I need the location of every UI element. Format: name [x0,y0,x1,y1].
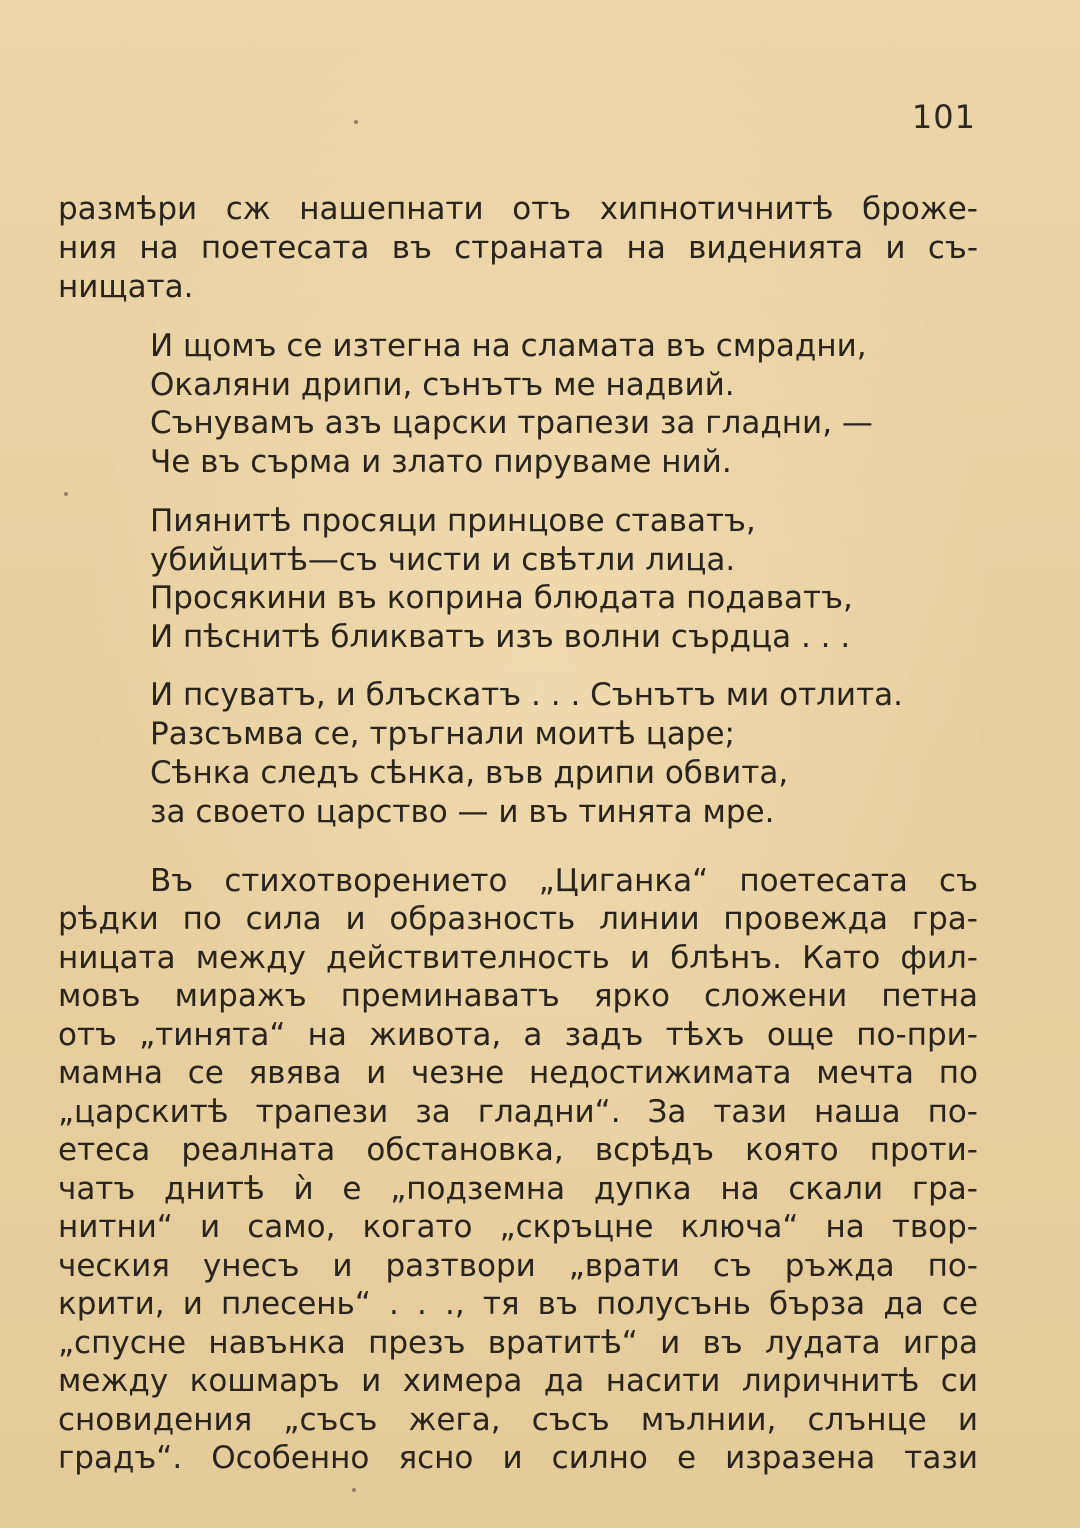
intro-line: нищата. [58,269,194,305]
paragraph-line: крити, и плесень“ . . ., тя въ полусънь бърза да се [58,1286,978,1322]
paragraph-line: „спусне навънка презъ вратитѣ“ и въ лудата игра [58,1325,978,1361]
paragraph-line: градъ“. Особенно ясно и силно е изразена тази [58,1440,978,1476]
verse-line: Че въ сърма и злато пируваме ний. [150,444,732,480]
paper-speck [354,120,358,124]
paragraph-line: сновидения „съсъ жега, съсъ мълнии, слънце и [58,1402,978,1438]
paragraph-line: „царскитѣ трапези за гладни“. За тази наша по- [58,1094,978,1130]
verse-line: И щомъ се изтегна на сламата въ смрадни, [150,328,867,364]
paragraph-line: мамна се явява и чезне недостижимата мечта по [58,1055,978,1091]
paragraph-line: ницата между действителность и блѣнъ. Като фил- [58,940,978,976]
intro-line: ния на поетесата въ страната на виденията и съ- [58,230,978,266]
verse-line: Сѣнка следъ сѣнка, във дрипи обвита, [150,755,789,791]
verse-line: Окаляни дрипи, сънътъ ме надвий. [150,367,735,403]
paragraph-line: етеса реалната обстановка, всрѣдъ която проти- [58,1132,978,1168]
verse-line: Просякини въ коприна блюдата подаватъ, [150,580,853,616]
paragraph-line: чатъ днитѣ ѝ е „подземна дупка на скали гра- [58,1171,978,1207]
paragraph-line: рѣдки по сила и образность линии провежда гра- [58,901,978,937]
paragraph-line: нитни“ и само, когато „скръцне ключа“ на твор- [58,1209,978,1245]
verse-line: Сънувамъ азъ царски трапези за гладни, — [150,405,873,441]
paragraph-line: между кошмаръ и химера да насити лиричнитѣ си [58,1363,978,1399]
verse-line: за своето царство — и въ тинята мре. [150,794,775,830]
paragraph-line: ческия унесъ и разтвори „врати съ ръжда по- [58,1248,978,1284]
verse-line: Пиянитѣ просяци принцове ставатъ, [150,503,756,539]
page-number: 101 [911,98,976,136]
verse-line: И пѣснитѣ бликватъ изъ волни сърдца . . . [150,619,851,655]
paragraph-line: отъ „тинята“ на живота, а задъ тѣхъ още по-при- [58,1017,978,1053]
paper-speck [352,1488,356,1492]
verse-line: Разсъмва се, тръгнали моитѣ царе; [150,716,735,752]
paper-speck [64,492,68,496]
paragraph-line: Въ стихотворението „Циганка“ поетесата съ [150,863,978,899]
verse-line: убийцитѣ—съ чисти и свѣтли лица. [150,542,736,578]
intro-line: размѣри сж нашепнати отъ хипнотичнитѣ броже- [58,191,978,227]
verse-line: И псуватъ, и блъскатъ . . . Сънътъ ми отлита. [150,677,903,713]
paragraph-line: мовъ миражъ преминаватъ ярко сложени петна [58,978,978,1014]
